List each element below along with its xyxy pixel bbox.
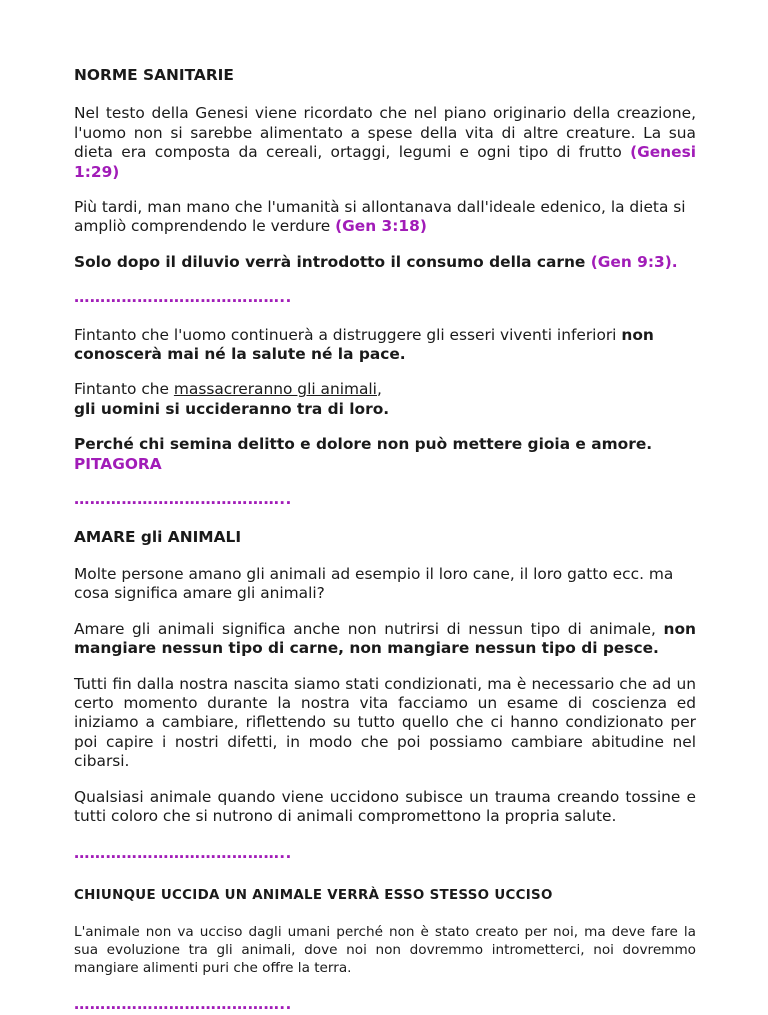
paragraph-diluvio [74,253,696,272]
paragraph-genesi-text: Nel testo della Genesi viene ricordato che nel piano originario della creazione, l'uomo non si sarebbe alimentato a spese della vita di altre creature. La sua dieta era composta da cereali, ortaggi, legumi e ogni tipo di frutto [74,104,696,162]
paragraph-diluvio-text: Solo dopo il diluvio verrà introdotto il consumo della carne [74,252,591,271]
paragraph-distruggere-bold: non conoscerà mai né la salute né la pace. [74,325,654,364]
paragraph-massacreranno-underlined: massacreranno gli animali [173,380,377,399]
paragraph-condizionati: Tutti fin dalla nostra nascita siamo stati condizionati, ma è necessario che ad un certo momento durante la nostra vita facciamo un esame di coscienza ed iniziamo a cambiare, riflettendo su tutto quello che ci hanno condizionato per poi capire i nostri difetti, in modo che poi possiamo cambiare abitudine nel cibarsi. [74,674,696,771]
paragraph-non-nutrirsi-text: Amare gli animali significa anche non nutrirsi di nessun tipo di animale, [74,619,664,638]
paragraph-trauma: Qualsiasi animale quando viene uccidono subisce un trauma creando tossine e tutti coloro che si nutrono di animali compromettono la propria salute. [74,787,696,825]
quote-text: Perché chi semina delitto e dolore non può mettere gioia e amore. [74,435,653,454]
paragraph-genesi [74,104,696,182]
reference-gen-9-3: (Gen 9:3). [590,252,678,271]
paragraph-amare: Molte persone amano gli animali ad esempio il loro cane, il loro gatto ecc. ma cosa significa amare gli animali? [74,564,674,603]
paragraph-massacreranno-bold: gli uomini si uccideranno tra di loro. [74,399,390,418]
paragraph-evoluzione: L'animale non va ucciso dagli umani perché non è stato creato per noi, ma deve fare la sua evoluzione tra gli animali, dove noi non dovremmo intrometterci, noi dovremmo mangiare alimenti puri che offre la terra. [74,924,696,977]
heading-amare-gli-animali: AMARE gli ANIMALI [74,527,242,546]
dotted-separator: ………………………………….. [74,288,292,307]
heading-chiunque-uccida: CHIUNQUE UCCIDA UN ANIMALE VERRÀ ESSO STESSO UCCISO [74,887,553,903]
paragraph-non-nutrirsi-bold: non mangiare nessun tipo di carne, non mangiare nessun tipo di pesce. [74,619,696,658]
dotted-separator: ………………………………….. [74,844,292,863]
reference-genesi-1-29: (Genesi 1:29) [74,143,696,181]
paragraph-distruggere-text: Fintanto che l'uomo continuerà a distruggere gli esseri viventi inferiori [74,325,622,344]
paragraph-distruggere [74,326,696,365]
quote-pitagora [74,435,696,474]
heading-norme-sanitarie: NORME SANITARIE [74,66,234,84]
paragraph-non-nutrirsi [74,620,696,659]
dotted-separator: ………………………………….. [74,490,292,509]
quote-author: PITAGORA [74,454,162,473]
paragraph-dieta-ampliata-text: Più tardi, man mano che l'umanità si allontanava dall'ideale edenico, la dieta si ampliò comprendendo le verdure [74,198,686,236]
paragraph-massacreranno [74,380,696,419]
paragraph-dieta-ampliata [74,198,696,237]
paragraph-massacreranno-post: , [376,380,382,399]
paragraph-massacreranno-pre: Fintanto che [74,380,174,399]
reference-gen-3-18: (Gen 3:18) [335,217,427,236]
dotted-separator: ………………………………….. [74,995,292,1014]
